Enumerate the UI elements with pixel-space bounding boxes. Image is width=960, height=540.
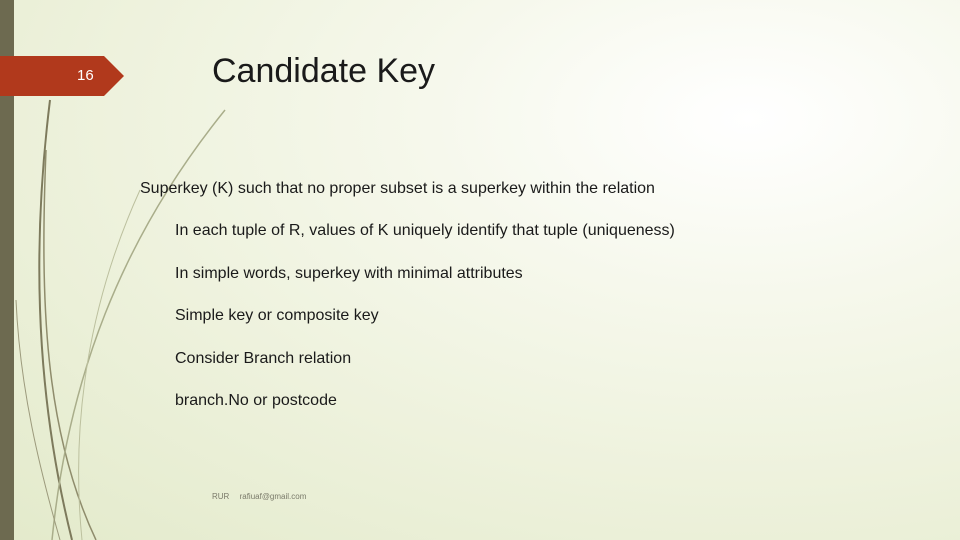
slide-footer <box>212 492 306 501</box>
bullet-item: Superkey (K) such that no proper subset is a superkey within the relation <box>140 180 655 197</box>
slide-title: Candidate Key <box>212 52 436 90</box>
bullet-list <box>140 180 675 435</box>
sub-bullet-item: Simple key or composite key <box>175 307 379 324</box>
footer-author: RUR <box>212 492 230 501</box>
sub-bullet-item: In simple words, superkey with minimal attributes <box>175 264 523 282</box>
sub-bullet-item: In each tuple of R, values of K uniquely identify that tuple (uniqueness) <box>175 222 675 239</box>
sub-bullet-item: branch.No or postcode <box>175 392 337 409</box>
footer-email: rafiuaf@gmail.com <box>239 492 307 501</box>
sub-bullet-item: Consider Branch relation <box>175 349 352 367</box>
slide-number: 16 <box>77 67 94 84</box>
